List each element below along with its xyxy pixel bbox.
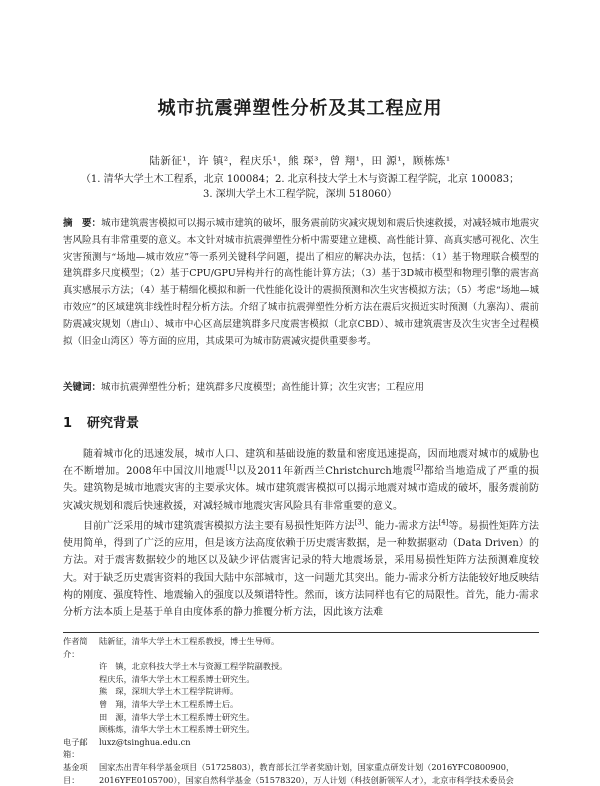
footnote-email[interactable]: luxz@tsinghua.edu.cn: [99, 736, 191, 747]
citation-4: [4]: [438, 518, 449, 527]
body-paragraph-1: 随着城市化的迅速发展，城市人口、建筑和基础设施的数量和密度迅速提高，因而地震对城市的威胁也在不断增加。2008年中国汶川地震[1]以及2011年新西兰Christchurch地震[2]都给当地造成了严重的损失。建筑物是城市地震灾害的主要承灾体。城市建筑震害模拟可以揭示地震对城市造成的破坏，服务震前防灾减灾规划和震后快速救援，对减轻城市地震灾害风险具有非常重要的意义。: [63, 449, 540, 512]
footnote-author-5: 曾 翔，清华大学土木工程系博士后。: [99, 698, 239, 709]
citation-2: [2]: [413, 463, 424, 472]
footnote-author-3: 程庆乐，清华大学土木工程系博士研究生。: [99, 673, 255, 684]
footnote-author-1: 陆新征，清华大学土木工程系教授，博士生导师。: [99, 636, 280, 646]
abstract-label: 摘 要：: [63, 218, 102, 229]
abstract-text: 城市建筑震害模拟可以揭示城市建筑的破坏，服务震前防灾减灾规划和震后快速救援，对减轻城市地震灾害风险具有非常重要的意义。本文针对城市抗震弹塑性分析中需要建立建模、高性能计算、高真实感可视化、次生灾害预测与“场地—城市效应”等一系列关键科学问题，提出了相应的解决办法，包括：（1）基于物理联合模型的建筑群多尺度模型；（2）基于CPU/GPU异构并行的高性能计算方法；（3）基于3D城市模型和物理引擎的震害高真实感展示方法；（4）基于精细化模拟和新一代性能化设计的震损预测和次生灾害模拟方法；（5）考虑“场地—城市效应”的区域建筑非线性时程分析方法。介绍了城市抗震弹塑性分析方法在震后灾损近实时预测（九寨沟）、震前防震减灾规划（唐山）、城市中心区高层建筑群多尺度震害模拟（北京CBD）、城市建筑震害及次生灾害全过程模拟（旧金山湾区）等方面的应用，其成果可为城市防震减灾提供重要参考。: [63, 218, 539, 347]
footnotes: [63, 632, 539, 786]
keywords-label: 关键词：: [63, 382, 102, 393]
section-heading: [63, 412, 139, 431]
citation-1: [1]: [225, 463, 236, 472]
footnote-email-row: [63, 736, 539, 761]
author-list: 陆新征¹，许 镇²，程庆乐¹，熊 琛³，曾 翔¹，田 源¹，顾栋炼¹: [149, 155, 451, 167]
footnote-funding: 国家杰出青年科学基金项目（51725803），教育部长江学者奖励计划，国家重点研发计划（2016YFC0800900，2016YFE0105700），国家自然科学基金（51578320），万人计划（科技创新领军人才），北京市科学技术委员会: [99, 761, 515, 785]
footnote-author-7: 顾栋炼，清华大学土木工程系博士研究生。: [99, 724, 255, 735]
keywords-text: 城市抗震弹塑性分析；建筑群多尺度模型；高性能计算；次生灾害；工程应用: [101, 382, 425, 393]
affiliation-line-1: （1. 清华大学土木工程系，北京 100084；2. 北京科技大学土木与资源工程学院，北京 100083；: [80, 174, 520, 185]
footnote-email-label: 电子邮箱：: [63, 736, 88, 760]
footnote-author-6: 田 源，清华大学土木工程系博士研究生。: [99, 711, 255, 722]
footnote-funding-row: [63, 761, 539, 786]
footnote-funding-label: 基金项目：: [63, 761, 88, 785]
section-number: 1: [63, 416, 73, 431]
body-paragraph-2: 目前广泛采用的城市建筑震害模拟方法主要有易损性矩阵方法[3]、能力-需求方法[4]等。易损性矩阵方法使用简单，得到了广泛的应用，但是该方法高度依赖于历史震害数据，是一种数据驱动（Data Driven）的方法。对于震害数据较少的地区以及缺少评估震害记录的特大地震场景，采用易损性矩阵方法预测难度较大。对于缺乏历史震害资料的我国大陆中东部城市，这一问题尤其突出。能力-需求分析方法能较好地反映结构的刚度、强度特性、地震输入的强度以及频谱特性。然而，该方法同样也有它的局限性。首先，能力-需求分析方法本质上是基于单自由度体系的静力推覆分析方法，因此该方法难: [63, 518, 540, 619]
citation-3: [3]: [354, 518, 365, 527]
section-title: 研究背景: [87, 416, 140, 431]
abstract: [63, 216, 539, 350]
paper-title: 城市抗震弹塑性分析及其工程应用: [157, 98, 443, 119]
footnote-author-2: 许 镇，北京科技大学土木与资源工程学院副教授。: [99, 661, 288, 672]
footnote-author-row: [63, 635, 539, 660]
footnote-author-4: 熊 琛，深圳大学土木工程学院讲师。: [99, 686, 239, 697]
keywords: [63, 380, 539, 397]
affiliation-line-2: 3. 深圳大学土木工程学院，深圳 518060）: [202, 189, 398, 200]
footnote-author-label: 作者简介：: [63, 636, 88, 659]
